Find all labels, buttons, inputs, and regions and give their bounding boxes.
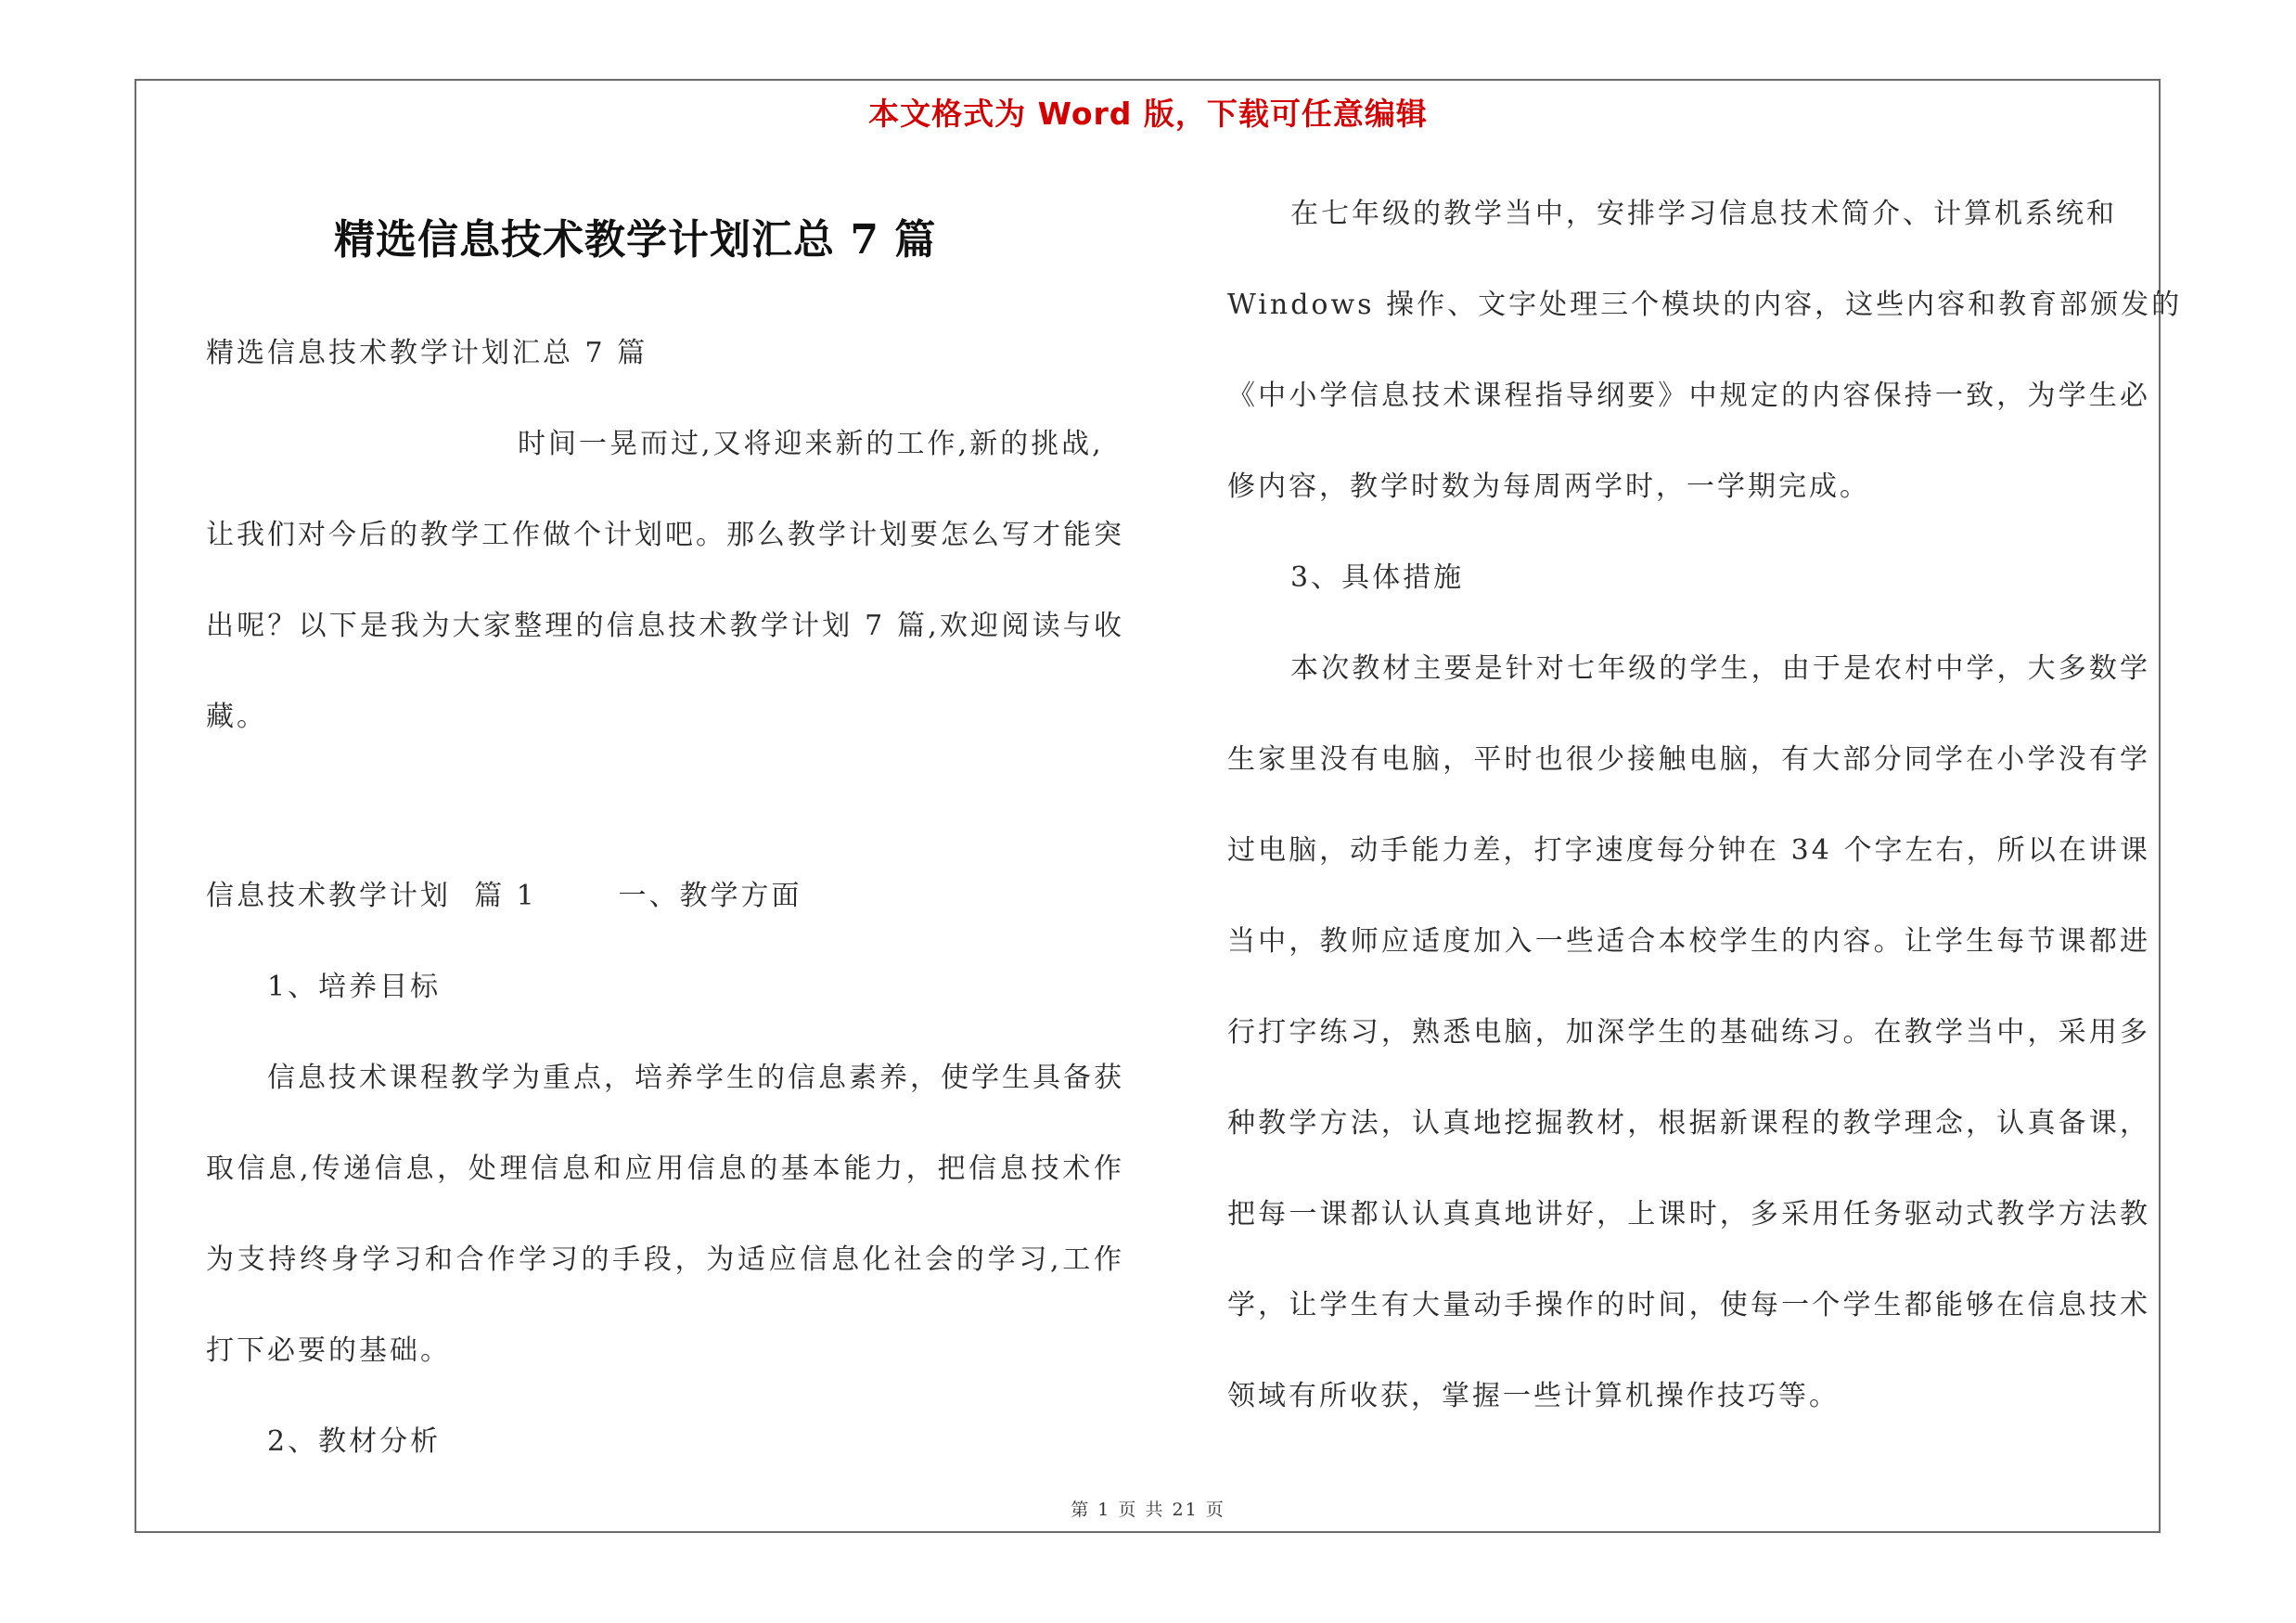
paragraph-line: 时间一晃而过,又将迎来新的工作,新的挑战, [518, 428, 1104, 460]
paragraph-line: 藏。 [206, 701, 267, 733]
paragraph-line: 本次教材主要是针对七年级的学生，由于是农村中学，大多数学 [1290, 652, 2150, 685]
paragraph-line: 让我们对今后的教学工作做个计划吧。那么教学计划要怎么写才能突 [206, 519, 1124, 551]
paragraph-line: 当中，教师应适度加入一些适合本校学生的内容。让学生每节课都进 [1227, 925, 2150, 958]
paragraph-line: 精选信息技术教学计划汇总 7 篇 [206, 337, 648, 369]
paragraph-line: 领域有所收获，掌握一些计算机操作技巧等。 [1227, 1380, 1840, 1412]
paragraph-line: 过电脑，动手能力差，打字速度每分钟在 34 个字左右，所以在讲课 [1227, 834, 2150, 867]
paragraph-line: 把每一课都认认真真地讲好，上课时，多采用任务驱动式教学方法教 [1227, 1198, 2150, 1230]
paragraph-line: Windows 操作、文字处理三个模块的内容，这些内容和教育部颁发的 [1227, 289, 2183, 321]
subheading: 1、培养目标 [267, 971, 442, 1003]
paragraph-line: 行打字练习，熟悉电脑，加深学生的基础练习。在教学当中，采用多 [1227, 1016, 2150, 1049]
paragraph-line: 出呢？以下是我为大家整理的信息技术教学计划 7 篇,欢迎阅读与收 [206, 610, 1124, 642]
paragraph-line: 打下必要的基础。 [206, 1334, 451, 1367]
paragraph-line: 取信息,传递信息，处理信息和应用信息的基本能力，把信息技术作 [206, 1153, 1124, 1185]
paragraph-line: 为支持终身学习和合作学习的手段，为适应信息化社会的学习,工作 [206, 1243, 1124, 1276]
paragraph-line: 《中小学信息技术课程指导纲要》中规定的内容保持一致，为学生必 [1227, 380, 2150, 412]
paragraph-line: 生家里没有电脑，平时也很少接触电脑，有大部分同学在小学没有学 [1227, 743, 2150, 776]
subheading: 2、教材分析 [267, 1425, 442, 1458]
paragraph-line: 种教学方法，认真地挖掘教材，根据新课程的教学理念，认真备课， [1227, 1107, 2150, 1140]
section-heading: 信息技术教学计划 篇 1 一、教学方面 [206, 880, 802, 912]
subheading: 3、具体措施 [1290, 561, 1465, 594]
paragraph-line: 在七年级的教学当中，安排学习信息技术简介、计算机系统和 [1290, 198, 2117, 230]
page-number-footer: 第 1 页 共 21 页 [1071, 1500, 1225, 1520]
paragraph-line: 信息技术课程教学为重点，培养学生的信息素养，使学生具备获 [267, 1062, 1124, 1094]
format-banner: 本文格式为 Word 版，下载可任意编辑 [868, 96, 1428, 132]
document-title: 精选信息技术教学计划汇总 7 篇 [334, 216, 937, 264]
paragraph-line: 学，让学生有大量动手操作的时间，使每一个学生都能够在信息技术 [1227, 1289, 2150, 1321]
right-column [1227, 0, 2183, 1623]
left-column [206, 0, 1124, 1623]
paragraph-line: 修内容，教学时数为每周两学时，一学期完成。 [1227, 470, 1870, 503]
